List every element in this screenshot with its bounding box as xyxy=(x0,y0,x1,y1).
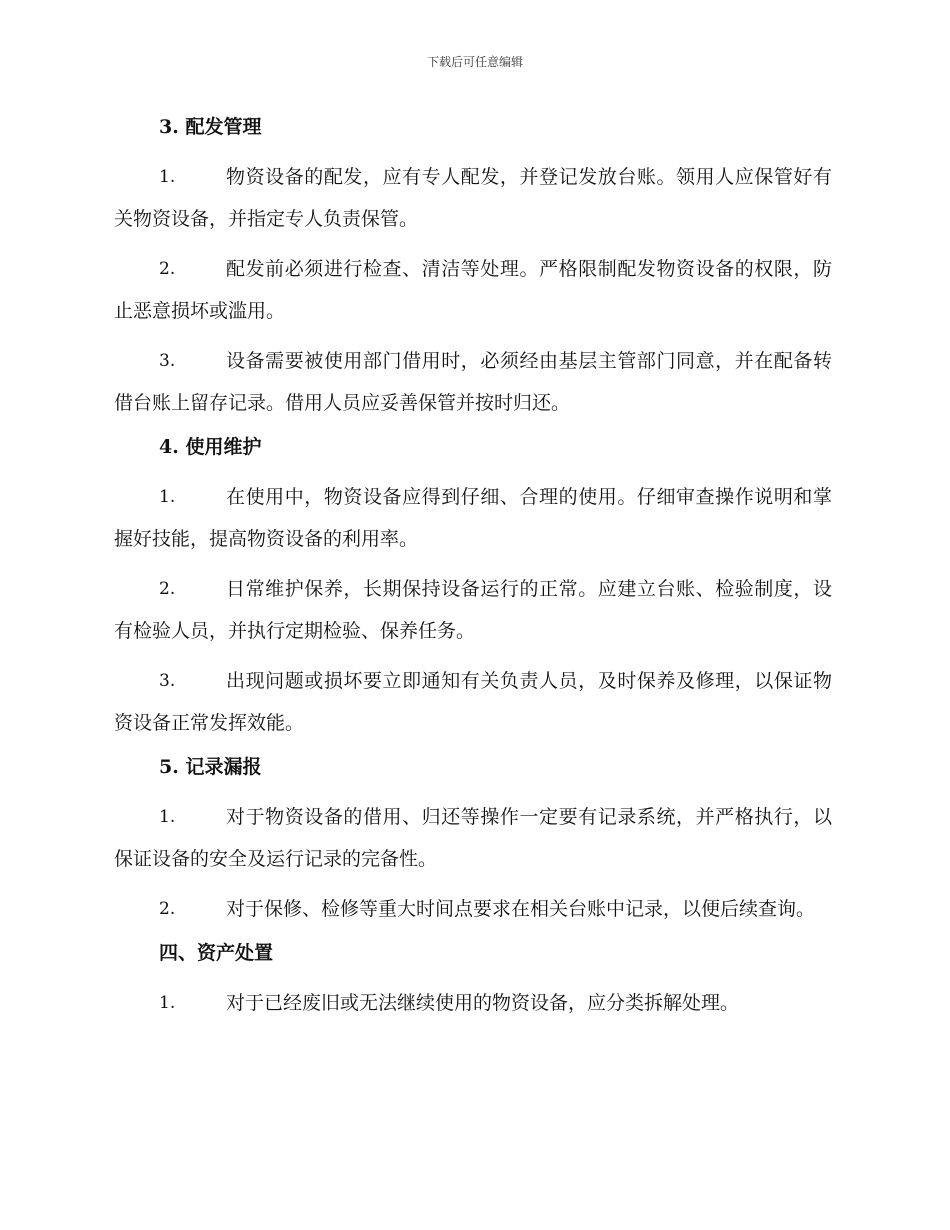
item-text: 对于保修、检修等重大时间点要求在相关台账中记录，以便后续查询。 xyxy=(226,898,816,920)
list-item xyxy=(114,982,832,1024)
list-item xyxy=(114,660,832,744)
item-number: 2. xyxy=(159,899,176,919)
list-item xyxy=(114,796,832,880)
item-text: 日常维护保养，长期保持设备运行的正常。应建立台账、检验制度，设有检验人员，并执行定期检验、保养任务。 xyxy=(114,578,832,642)
list-item xyxy=(114,156,832,240)
document-body xyxy=(114,112,832,1032)
list-item xyxy=(114,888,832,930)
list-item xyxy=(114,340,832,424)
section-heading: 4. 使用维护 xyxy=(159,436,262,458)
item-text: 对于物资设备的借用、归还等操作一定要有记录系统，并严格执行，以保证设备的安全及运行记录的完备性。 xyxy=(114,806,832,870)
section-heading: 5. 记录漏报 xyxy=(159,756,262,778)
section xyxy=(114,938,832,1024)
list-item xyxy=(114,476,832,560)
list-item xyxy=(114,248,832,332)
section-heading: 四、资产处置 xyxy=(159,942,274,964)
section xyxy=(114,752,832,930)
item-number: 2. xyxy=(159,579,176,599)
list-item xyxy=(114,568,832,652)
item-number: 3. xyxy=(159,671,176,691)
page-header: 下载后可任意编辑 xyxy=(426,55,523,69)
item-text: 对于已经废旧或无法继续使用的物资设备，应分类拆解处理。 xyxy=(226,992,740,1014)
item-text: 配发前必须进行检查、清洁等处理。严格限制配发物资设备的权限，防止恶意损坏或滥用。 xyxy=(114,258,832,322)
item-number: 2. xyxy=(159,259,176,279)
item-number: 1. xyxy=(159,167,176,187)
item-text: 设备需要被使用部门借用时，必须经由基层主管部门同意，并在配备转借台账上留存记录。借用人员应妥善保管并按时归还。 xyxy=(114,350,832,414)
item-text: 出现问题或损坏要立即通知有关负责人员，及时保养及修理，以保证物资设备正常发挥效能。 xyxy=(114,670,832,734)
item-number: 3. xyxy=(159,351,176,371)
item-text: 在使用中，物资设备应得到仔细、合理的使用。仔细审查操作说明和掌握好技能，提高物资设备的利用率。 xyxy=(114,486,832,550)
item-number: 1. xyxy=(159,487,176,507)
item-number: 1. xyxy=(159,807,176,827)
item-text: 物资设备的配发，应有专人配发，并登记发放台账。领用人应保管好有关物资设备，并指定专人负责保管。 xyxy=(114,166,832,230)
section xyxy=(114,432,832,744)
section xyxy=(114,112,832,424)
item-number: 1. xyxy=(159,993,176,1013)
section-heading: 3. 配发管理 xyxy=(159,116,262,138)
